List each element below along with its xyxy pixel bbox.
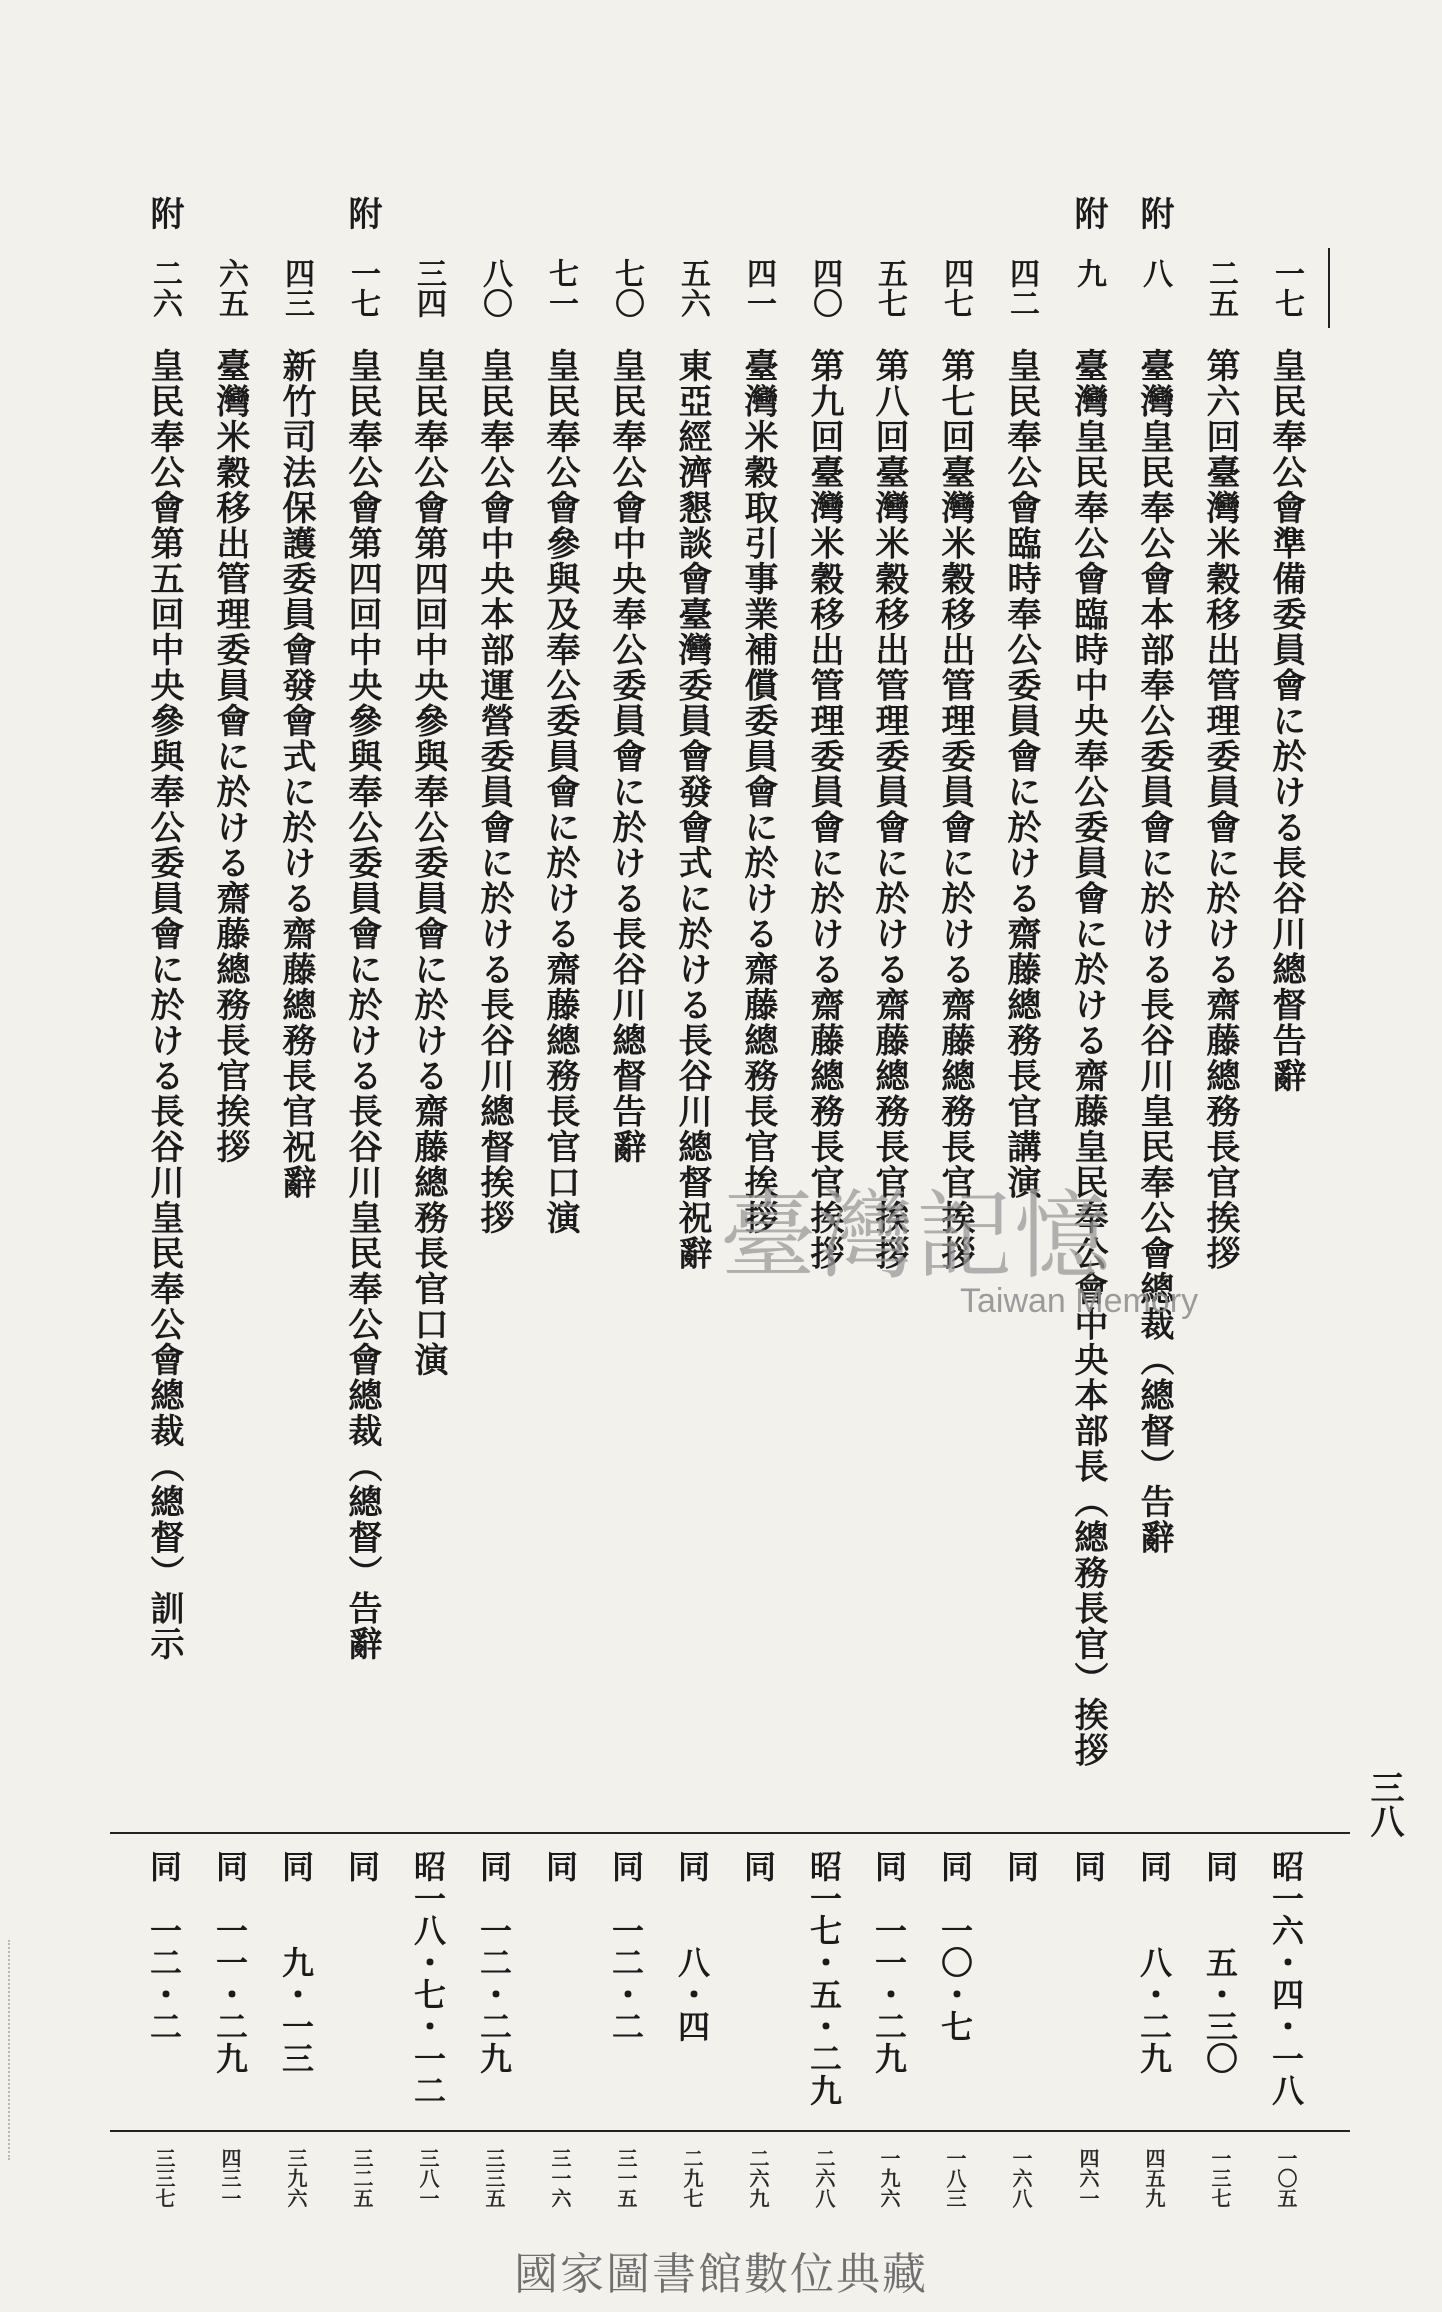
entry-page: 三三七 <box>152 2148 176 2208</box>
entry-page: 三三五 <box>482 2148 506 2208</box>
entry-title: 皇民奉公會準備委員會に於ける長谷川總督告辭 <box>1266 348 1306 1094</box>
entry-number: 一七 <box>345 258 380 318</box>
entry-number: 二五 <box>1203 258 1238 318</box>
entry-title: 皇民奉公會中央奉公委員會に於ける長谷川總督告辭 <box>606 348 646 1165</box>
entry-title: 臺灣皇民奉公會本部奉公委員會に於ける長谷川皇民奉公會總裁（總督）告辭 <box>1134 348 1174 1555</box>
page-number: 三八 <box>1364 1770 1404 1838</box>
entry-number: 四七 <box>938 258 973 318</box>
annex-marker: 附 <box>342 196 382 230</box>
header-divider <box>1328 248 1330 328</box>
entry-number: 三四 <box>411 258 446 318</box>
entry-page: 四六一 <box>1076 2148 1100 2208</box>
entry-title: 臺灣皇民奉公會臨時中央奉公委員會に於ける齋藤皇民奉公會中央本部長（總務長官）挨拶 <box>1068 348 1108 1768</box>
entry-date: 同 一二・二 <box>607 1850 645 2042</box>
entry-date: 同 五・三〇 <box>1201 1850 1239 2074</box>
entry-title: 臺灣米穀取引事業補償委員會に於ける齋藤總務長官挨拶 <box>738 348 778 1236</box>
entry-page: 一九六 <box>877 2148 901 2208</box>
entry-page: 三九六 <box>284 2148 308 2208</box>
entry-title: 皇民奉公會第五回中央參與奉公委員會に於ける長谷川皇民奉公會總裁（總督）訓示 <box>144 348 184 1662</box>
page-divider-line <box>110 2130 1350 2132</box>
entry-number: 八〇 <box>477 258 512 318</box>
annex-marker: 附 <box>144 196 184 230</box>
entry-title: 新竹司法保護委員會發會式に於ける齋藤總務長官祝辭 <box>276 348 316 1200</box>
entry-number: 七〇 <box>609 258 644 318</box>
entry-date: 昭一七・五・二九 <box>805 1850 843 2106</box>
entry-date: 同 <box>1002 1850 1040 1882</box>
entry-page: 一八三 <box>943 2148 967 2208</box>
entry-number: 四三 <box>279 258 314 318</box>
entry-page: 一六八 <box>1009 2148 1033 2208</box>
entry-date: 同 <box>343 1850 381 1882</box>
entry-page: 二六八 <box>812 2148 836 2208</box>
entry-page: 二九七 <box>680 2148 704 2208</box>
entry-number: 九 <box>1071 258 1106 288</box>
entry-date: 同 一〇・七 <box>936 1850 974 2042</box>
entry-title: 皇民奉公會第四回中央參與奉公委員會に於ける齋藤總務長官口演 <box>408 348 448 1378</box>
entry-number: 五六 <box>675 258 710 318</box>
entry-number: 六五 <box>213 258 248 318</box>
entry-page: 四三一 <box>218 2148 242 2208</box>
scan-edge-mark <box>8 1940 14 2160</box>
entry-title: 第六回臺灣米穀移出管理委員會に於ける齋藤總務長官挨拶 <box>1200 348 1240 1271</box>
entry-date: 同 八・二九 <box>1135 1850 1173 2074</box>
entry-title: 東亞經濟懇談會臺灣委員會發會式に於ける長谷川總督祝辭 <box>672 348 712 1271</box>
entry-date: 同 一一・二九 <box>870 1850 908 2074</box>
entry-date: 同 一二・二 <box>145 1850 183 2042</box>
entry-title: 皇民奉公會臨時奉公委員會に於ける齋藤總務長官講演 <box>1001 348 1041 1200</box>
entry-page: 二六九 <box>746 2148 770 2208</box>
entry-title: 第八回臺灣米穀移出管理委員會に於ける齋藤總務長官挨拶 <box>869 348 909 1271</box>
entry-page: 一三七 <box>1208 2148 1232 2208</box>
entry-page: 一〇五 <box>1274 2148 1298 2208</box>
entry-date: 同 一二・二九 <box>475 1850 513 2074</box>
entry-number: 八 <box>1137 258 1172 288</box>
entry-title: 皇民奉公會第四回中央參與奉公委員會に於ける長谷川皇民奉公會總裁（總督）告辭 <box>342 348 382 1662</box>
entry-number: 二六 <box>147 258 182 318</box>
entry-page: 三二五 <box>350 2148 374 2208</box>
entry-number: 七一 <box>543 258 578 318</box>
entry-title: 皇民奉公會中央本部運營委員會に於ける長谷川總督挨拶 <box>474 348 514 1236</box>
entry-date: 昭一六・四・一八 <box>1267 1850 1305 2106</box>
entry-page: 三一五 <box>614 2148 638 2208</box>
entry-date: 同 九・一三 <box>277 1850 315 2074</box>
entry-date: 同 一一・二九 <box>211 1850 249 2074</box>
entry-title: 皇民奉公會參與及奉公委員會に於ける齋藤總務長官口演 <box>540 348 580 1236</box>
entry-date: 同 八・四 <box>673 1850 711 2042</box>
entry-page: 四五九 <box>1142 2148 1166 2208</box>
entry-number: 五七 <box>872 258 907 318</box>
annex-marker: 附 <box>1134 196 1174 230</box>
annex-marker: 附 <box>1068 196 1108 230</box>
entry-page: 三八一 <box>416 2148 440 2208</box>
watermark-logo: 臺灣記憶 <box>720 1180 1112 1292</box>
entry-page: 三一六 <box>548 2148 572 2208</box>
entry-number: 四〇 <box>807 258 842 318</box>
entry-date: 昭一八・七・一二 <box>409 1850 447 2106</box>
entry-number: 四二 <box>1004 258 1039 318</box>
entry-date: 同 <box>541 1850 579 1882</box>
entry-number: 一七 <box>1269 258 1304 318</box>
date-divider-line <box>110 1832 1350 1834</box>
entry-title: 第七回臺灣米穀移出管理委員會に於ける齋藤總務長官挨拶 <box>935 348 975 1271</box>
entry-date: 同 <box>1069 1850 1107 1882</box>
entry-date: 同 <box>739 1850 777 1882</box>
entry-title: 第九回臺灣米穀移出管理委員會に於ける齋藤總務長官挨拶 <box>804 348 844 1271</box>
watermark-subtitle: Taiwan Memory <box>960 1282 1199 1320</box>
entry-number: 四一 <box>741 258 776 318</box>
archive-footer: 國家圖書館數位典藏 <box>514 2249 928 2300</box>
entry-title: 臺灣米穀移出管理委員會に於ける齋藤總務長官挨拶 <box>210 348 250 1165</box>
